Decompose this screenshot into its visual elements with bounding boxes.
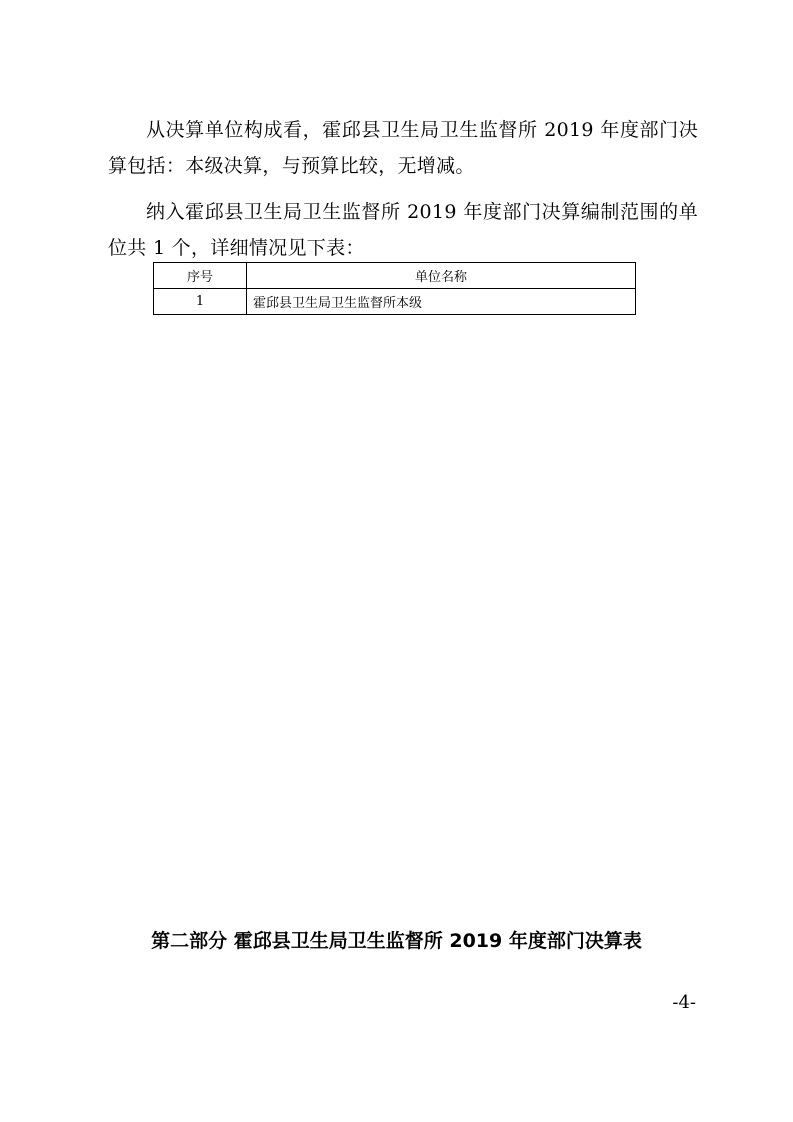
cell-unit-name: 霍邱县卫生局卫生监督所本级 — [247, 289, 636, 315]
cell-serial-number: 1 — [154, 289, 247, 315]
table-row — [154, 289, 636, 315]
intro-paragraph-scope: 纳入霍邱县卫生局卫生监督所 2019 年度部门决算编制范围的单位共 1 个，详细情况见下表： — [108, 201, 698, 259]
header-serial-number: 序号 — [154, 263, 247, 289]
header-unit-name: 单位名称 — [247, 263, 636, 289]
part-two-title: 第二部分 霍邱县卫生局卫生监督所 2019 年度部门决算表 — [151, 930, 642, 952]
table-header-row — [154, 263, 636, 289]
page-number: -4- — [672, 992, 696, 1013]
intro-paragraph-composition: 从决算单位构成看，霍邱县卫生局卫生监督所 2019 年度部门决算包括：本级决算，与预算比较，无增减。 — [108, 119, 698, 177]
unit-table — [153, 262, 636, 315]
